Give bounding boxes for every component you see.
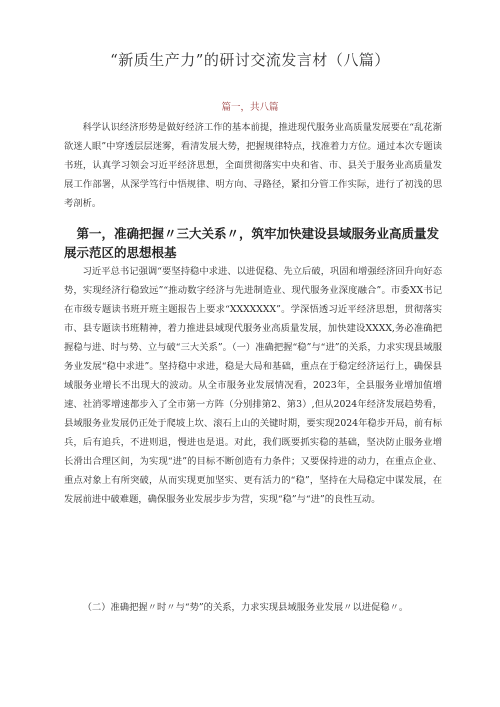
paragraph-intro: 科学认识经济形势是做好经济工作的基本前提，推进现代服务业高质量发展要在“乱花渐欲迷人眼”中穿透层层迷雾，看清发展大势，把握规律特点，找准着力方位。通过本次专题读书班，认真学习领会习近平经济思想，全面贯彻落实中央和省、市、县关于服务业高质量发展工作部署，从深学笃行中悟规律、明方向、寻路径，紧扣分管工作实际，进行了初浅的思考剖析。 (64, 122, 442, 209)
document-subtitle: 篇一，共八篇 (221, 102, 279, 113)
paragraph-subsection: （二）准确把握〃时〃与“势”的关系，力求实现县域服务业发展〃以进促稳〃。 (82, 602, 409, 613)
section-heading: 第一，准确把握〃三大关系〃，筑牢加快建设县域服务业高质量发展示范区的思想根基 (64, 226, 440, 260)
paragraph-body: 习近平总书记强调“要坚持稳中求进、以进促稳、先立后破，巩固和增强经济回升向好态势，实现经济行稳致远”“推动数字经济与先进制造业、现代服务业深度融合”。市委XX书记在市级专题读书班开班主题报告上要求“XXXXXXX”。学深悟透习近平经济思想，贯彻落实市、县专题读书班精神，着力推进县域现代服务业高质量发展，加快建设XXXX,务必准确把握稳与进、时与势、立与破“三大关系”。（一）准确把握“稳”与“进”的关系，力求实现县域服务业发展“稳中求进”。坚持稳中求进，稳是大局和基础，重点在于稳定经济运行上，确保县域服务业增长不出现大的波动。从全市服务业发展情况看，2023年，全县服务业增加值增速、社消零增速都步入了全市第一方阵（分别排第2、第3）,但从2024年经济发展趋势看，县域服务业发展仍正处于爬坡上坎、滚石上山的关键时期，要实现2024年稳步开局，前有标兵，后有追兵，不进则退，慢进也是退。对此，我们既要抓实稳的基础，坚决防止服务业增长滑出合理区间，为实现“进”的目标不断创造有力条件；又要保持进的动力，在重点企业、重点对象上有所突破，从而实现更加坚实、更有活力的“稳”，坚持在大局稳定中谋发展，在发展前进中破难题，确保服务业发展步步为营，实现“稳”与“进”的良性互动。 (64, 266, 442, 505)
document-title: “新质生产力”的研讨交流发言材（八篇） (110, 51, 390, 69)
